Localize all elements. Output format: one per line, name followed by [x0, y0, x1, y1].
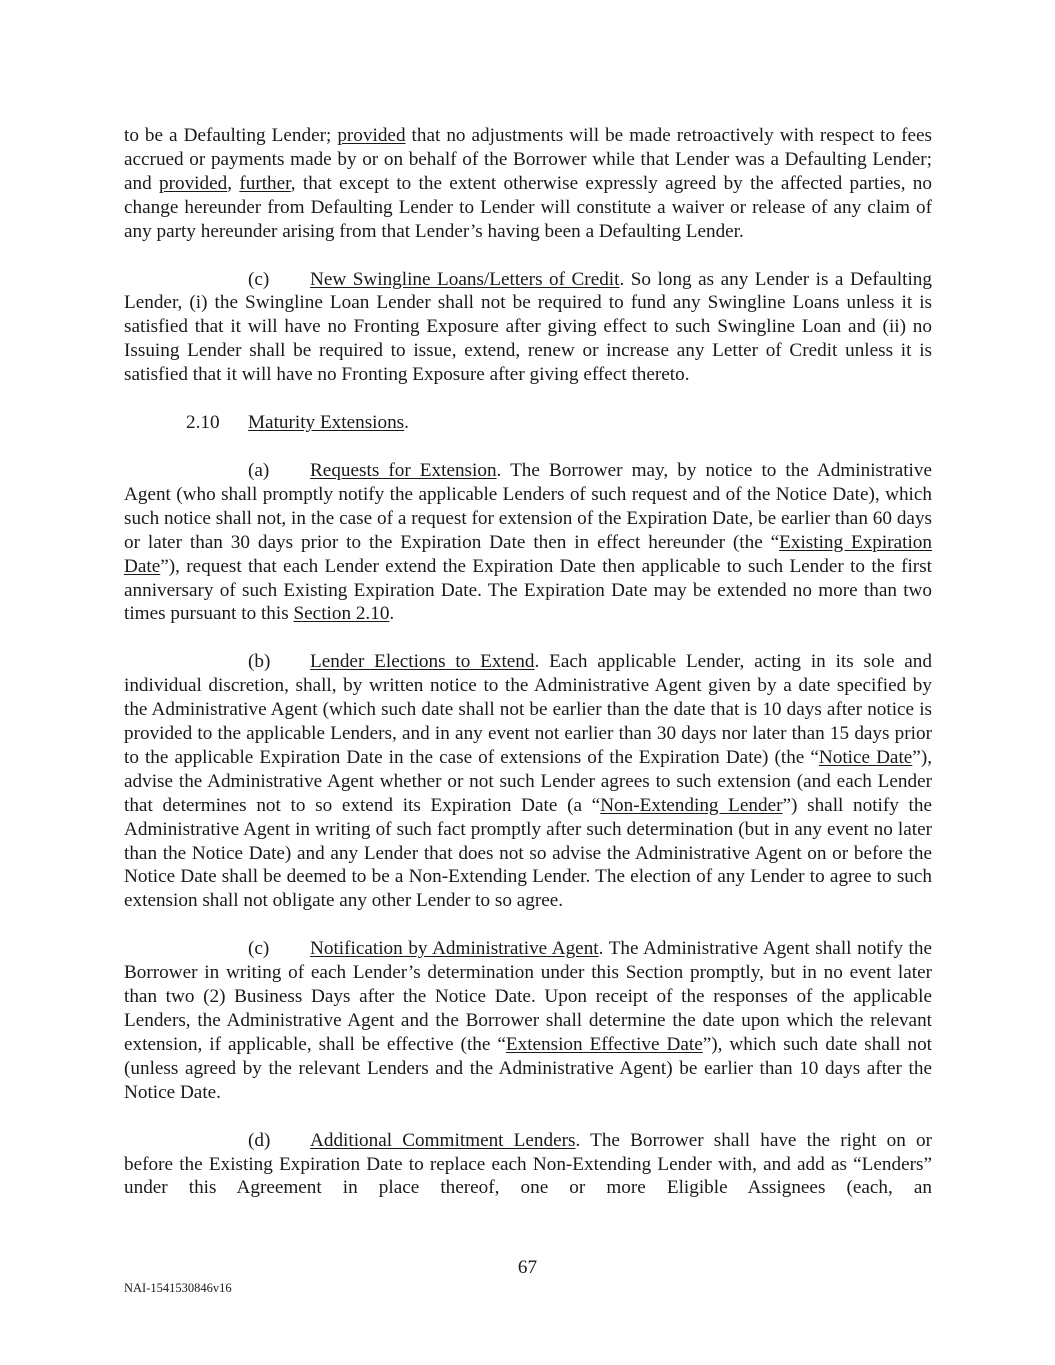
paragraph-c-swingline	[124, 268, 932, 388]
paragraph-carryover	[124, 124, 932, 244]
clause-heading: Notification by Administrative Agent	[310, 938, 599, 960]
clause-heading: New Swingline Loans/Letters of Credit	[310, 268, 620, 290]
document-id: NAI-1541530846v16	[124, 1281, 232, 1295]
clause-label: (d)	[248, 1129, 271, 1151]
defined-term: further	[239, 172, 291, 194]
text: ”) shall notify the Administrative Agent in writing of such fact promptly after such determination (but in any event no later than the Notice Date) and any Lender that does not so advise the Administrative Agent on or before the Notice Date shall be deemed to be a Non-Extending Lender. The election of any Lender to agree to such extension shall not obligate any other Lender to so agree.	[124, 794, 932, 912]
defined-term: Notice Date	[818, 746, 913, 768]
text: . The Borrower shall have the right on or before the Existing Expiration Date to replace each Non-Extending Lender with, and add as “Lenders” under this Agreement in place thereof, one or more Eligible Assignees (each, an	[124, 1129, 932, 1199]
clause-label: (c)	[248, 938, 270, 960]
defined-term: Non-Extending Lender	[600, 794, 783, 816]
defined-term: provided	[337, 125, 406, 146]
text: that no adjustments will be made retroactively with respect to fees accrued or payments made by or on behalf of the Borrower while that Lender was a Defaulting Lender; and	[124, 125, 933, 194]
defined-term: provided	[159, 172, 228, 194]
paragraph-a-requests	[124, 459, 932, 626]
text: ,	[227, 172, 240, 194]
clause-heading: Lender Elections to Extend	[310, 651, 535, 673]
text: .	[404, 412, 409, 434]
clause-label: (b)	[248, 651, 271, 673]
section-number: 2.10	[186, 412, 220, 434]
paragraph-b-elections	[124, 650, 932, 913]
clause-heading: Additional Commitment Lenders	[310, 1129, 576, 1151]
text: . The Administrative Agent shall notify the Borrower in writing of each Lender’s determination under this Section promptly, but in no event later than two (2) Business Days after the Notice Date. Upon receipt of the responses of the applicable Lenders, the Administrative Agent and the Borrower shall determine the date upon which the relevant extension, if applicable, shall be effective (the “	[124, 938, 932, 1055]
section-heading-2-10	[124, 411, 932, 435]
document-page	[124, 124, 932, 1200]
text: ”), advise the Administrative Agent whether or not such Lender agrees to such extension (and each Lender that determines not to so extend its Expiration Date (a “	[124, 746, 932, 816]
defined-term: Extension Effective Date	[505, 1033, 703, 1055]
text: to be a Defaulting Lender;	[124, 125, 338, 146]
text: ”), request that each Lender extend the Expiration Date then applicable to such Lender to the first anniversary of such Existing Expiration Date. The Expiration Date may be extended no more than two times pursuant to this	[124, 555, 932, 625]
defined-term: Existing Expiration Date	[124, 531, 932, 577]
page-number: 67	[517, 1257, 538, 1278]
clause-heading: Requests for Extension	[310, 459, 497, 481]
text: , that except to the extent otherwise expressly agreed by the affected parties, no change hereunder from Defaulting Lender to Lender will constitute a waiver or release of any claim of any party hereunder arising from that Lender’s having been a Defaulting Lender.	[124, 172, 932, 242]
text: . So long as any Lender is a Defaulting Lender, (i) the Swingline Loan Lender shall not be required to fund any Swingline Loans unless it is satisfied that it will have no Fronting Exposure after giving effect to such Swingline Loan and (ii) no Issuing Lender shall be required to issue, extend, renew or increase any Letter of Credit unless it is satisfied that it will have no Fronting Exposure after giving effect thereto.	[124, 268, 932, 386]
clause-label: (a)	[248, 459, 270, 481]
text: .	[389, 603, 395, 625]
section-title: Maturity Extensions	[248, 412, 405, 434]
text: . Each applicable Lender, acting in its sole and individual discretion, shall, by written notice to the Administrative Agent given by a date specified by the Administrative Agent (which such date shall not be earlier than the date that is 10 days after notice is provided to the applicable Lenders, and in any event not earlier than 30 days nor later than 15 days prior to the applicable Expiration Date in the case of extensions of the Expiration Date) (the “	[124, 651, 932, 768]
clause-label: (c)	[248, 268, 270, 290]
text: . The Borrower may, by notice to the Administrative Agent (who shall promptly notify the applicable Lenders of such request and of the Notice Date), which such notice shall not, in the case of a request for extension of the Expiration Date, be earlier than 60 days or later than 30 days prior to the Expiration Date then in effect hereunder (the “	[124, 459, 932, 553]
text: ”), which such date shall not (unless agreed by the relevant Lenders and the Administrative Agent) be earlier than 10 days after the Notice Date.	[124, 1033, 933, 1103]
cross-reference: Section 2.10	[293, 603, 390, 625]
paragraph-d-additional	[124, 1129, 932, 1201]
paragraph-c-notification	[124, 937, 932, 1104]
